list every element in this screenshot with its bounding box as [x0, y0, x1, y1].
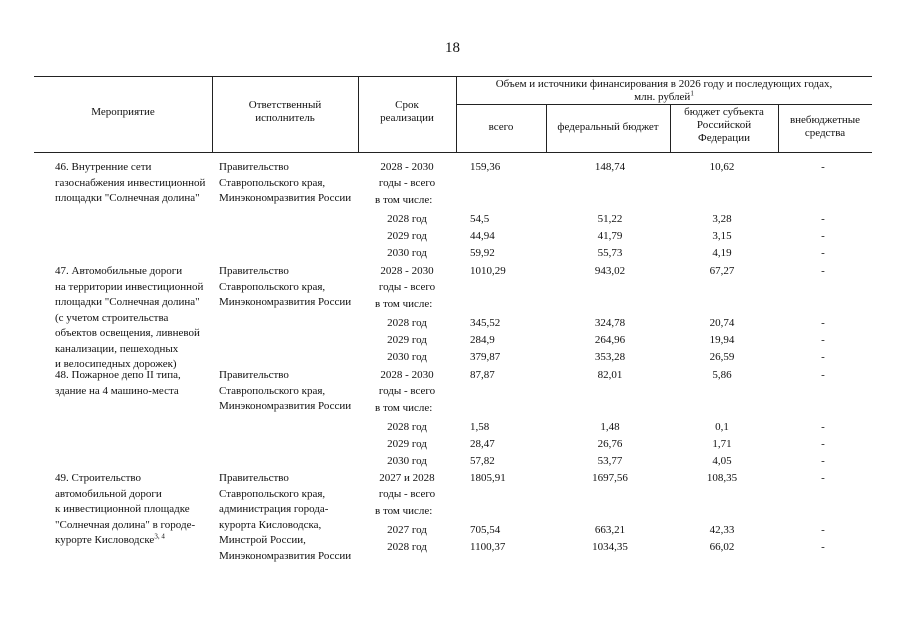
value-total: 59,92 — [470, 246, 495, 259]
responsible-text: администрация города- — [219, 503, 329, 515]
activity-text: (с учетом строительства — [55, 311, 169, 324]
value-total: 1805,91 — [470, 472, 506, 484]
value-total: 345,52 — [470, 316, 501, 329]
value-federal: 663,21 — [594, 523, 626, 536]
value-extrabudget: - — [821, 454, 825, 467]
value-regional: 66,02 — [709, 540, 735, 553]
term-year: 2030 год — [387, 454, 427, 467]
activity-text: 47. Автомобильные дороги — [55, 265, 183, 277]
value-extrabudget: - — [821, 333, 825, 346]
header-extra: внебюджетные средства — [789, 114, 861, 139]
value-regional: 5,86 — [712, 369, 732, 381]
responsible-text: Правительство — [219, 472, 289, 484]
value-federal: 264,96 — [594, 333, 626, 346]
value-total: 1,58 — [470, 420, 490, 433]
header-bottom-rule — [34, 152, 872, 153]
value-federal: 41,79 — [597, 229, 623, 242]
header-federal: федеральный бюджет — [557, 121, 659, 133]
term-year: 2028 год — [387, 420, 427, 433]
value-total: 1100,37 — [470, 540, 506, 553]
activity-text: здание на 4 машино-места — [55, 384, 179, 397]
footnote-ref: 3, 4 — [154, 532, 165, 541]
activity-text: на территории инвестиционной — [55, 280, 204, 293]
value-total: 44,94 — [470, 229, 495, 242]
term-year: 2028 год — [387, 212, 427, 225]
value-regional: 108,35 — [706, 472, 738, 484]
term-total: 2028 - 2030 — [380, 161, 434, 173]
value-extrabudget: - — [821, 265, 825, 277]
term-year: 2030 год — [387, 246, 427, 259]
value-federal: 1,48 — [600, 420, 620, 433]
responsible-text: Минэкономразвития России — [219, 192, 352, 204]
responsible-text: Ставропольского края, — [219, 487, 326, 500]
value-extrabudget: - — [821, 420, 825, 433]
value-federal: 148,74 — [594, 161, 626, 173]
value-regional: 4,05 — [712, 454, 732, 467]
term-year: 2029 год — [387, 333, 427, 346]
header-activity: Мероприятие — [91, 106, 155, 118]
responsible-text: курорта Кисловодска, — [219, 518, 322, 531]
value-federal: 943,02 — [594, 265, 626, 277]
value-regional: 67,27 — [709, 265, 735, 277]
activity-text: курорте Кисловодске$^{3, 4}$ — [55, 532, 165, 546]
value-total: 57,82 — [470, 454, 495, 467]
header-top-rule — [34, 76, 872, 77]
responsible-text: Правительство — [219, 369, 289, 381]
header-regional: бюджет субъекта Российской Федерации — [684, 106, 764, 144]
value-extrabudget: - — [821, 437, 825, 450]
header-responsible: Ответственный исполнитель — [248, 99, 322, 124]
value-federal: 353,28 — [594, 350, 626, 363]
value-extrabudget: - — [821, 229, 825, 242]
value-regional: 20,74 — [709, 316, 735, 329]
header-volume: Объем и источники финансирования в 2026 году и последующих годах, млн. рублей$^1$ — [495, 78, 833, 103]
value-federal: 324,78 — [594, 316, 626, 329]
value-regional: 0,1 — [715, 420, 729, 433]
including-label: в том числе: — [375, 402, 433, 414]
value-total: 1010,29 — [470, 265, 506, 277]
header-term: Срок реализации — [380, 99, 434, 124]
term-total: годы - всего — [378, 176, 436, 189]
header-sub-rule — [456, 104, 872, 105]
value-federal: 55,73 — [597, 246, 623, 259]
value-extrabudget: - — [821, 523, 825, 536]
including-label: в том числе: — [375, 505, 433, 517]
activity-text: площадки "Солнечная долина" — [55, 192, 200, 204]
activity-text: автомобильной дороги — [55, 487, 162, 500]
responsible-text: Минэкономразвития России — [219, 296, 352, 308]
value-regional: 1,71 — [712, 437, 732, 450]
value-regional: 4,19 — [712, 246, 732, 259]
responsible-text: Минстрой России, — [219, 534, 306, 546]
value-total: 159,36 — [470, 161, 501, 173]
value-extrabudget: - — [821, 369, 825, 381]
value-total: 54,5 — [470, 212, 490, 225]
value-extrabudget: - — [821, 212, 825, 225]
responsible-text: Ставропольского края, — [219, 176, 326, 189]
activity-text: канализации, пешеходных — [55, 342, 179, 355]
including-label: в том числе: — [375, 194, 433, 206]
value-total: 284,9 — [470, 333, 495, 346]
value-federal: 53,77 — [597, 454, 623, 467]
term-total: годы - всего — [378, 384, 436, 397]
activity-text: "Солнечная долина" в городе- — [55, 518, 196, 531]
term-total: 2028 - 2030 — [380, 265, 434, 277]
value-federal: 51,22 — [597, 212, 623, 225]
value-regional: 19,94 — [709, 333, 735, 346]
term-year: 2030 год — [387, 350, 427, 363]
responsible-text: Ставропольского края, — [219, 280, 326, 293]
responsible-text: Правительство — [219, 161, 289, 173]
term-total: годы - всего — [378, 487, 436, 500]
term-year: 2029 год — [387, 229, 427, 242]
value-extrabudget: - — [821, 246, 825, 259]
value-federal: 1034,35 — [592, 540, 628, 553]
term-total: 2028 - 2030 — [380, 369, 434, 381]
activity-text: к инвестиционной площадке — [55, 503, 190, 515]
activity-text: объектов освещения, ливневой — [55, 327, 200, 339]
page-number: 18 — [445, 40, 460, 56]
activity-text: газоснабжения инвестиционной — [55, 176, 206, 189]
term-year: 2027 год — [387, 523, 427, 536]
value-regional: 3,28 — [712, 212, 732, 225]
including-label: в том числе: — [375, 298, 433, 310]
activity-text: 46. Внутренние сети — [55, 161, 152, 173]
value-extrabudget: - — [821, 350, 825, 363]
value-regional: 26,59 — [709, 350, 735, 363]
value-total: 28,47 — [470, 437, 495, 450]
value-federal: 82,01 — [597, 369, 623, 381]
activity-text: и велосипедных дорожек) — [55, 358, 177, 370]
value-extrabudget: - — [821, 540, 825, 553]
value-federal: 1697,56 — [592, 472, 628, 484]
value-regional: 3,15 — [712, 229, 732, 242]
value-total: 379,87 — [470, 350, 501, 363]
value-regional: 10,62 — [709, 161, 735, 173]
value-extrabudget: - — [821, 316, 825, 329]
activity-text: 49. Строительство — [55, 472, 142, 484]
term-total: 2027 и 2028 — [379, 472, 435, 484]
activity-text: площадки "Солнечная долина" — [55, 296, 200, 308]
value-total: 705,54 — [470, 523, 501, 536]
term-year: 2028 год — [387, 316, 427, 329]
header-total: всего — [488, 121, 514, 133]
responsible-text: Правительство — [219, 265, 289, 277]
activity-text: 48. Пожарное депо II типа, — [55, 369, 181, 381]
value-regional: 42,33 — [709, 523, 735, 536]
responsible-text: Минэкономразвития России — [219, 549, 352, 562]
value-extrabudget: - — [821, 472, 825, 484]
responsible-text: Ставропольского края, — [219, 384, 326, 397]
term-year: 2028 год — [387, 540, 427, 553]
value-total: 87,87 — [470, 369, 495, 381]
term-year: 2029 год — [387, 437, 427, 450]
value-extrabudget: - — [821, 161, 825, 173]
term-total: годы - всего — [378, 280, 436, 293]
value-federal: 26,76 — [597, 437, 623, 450]
responsible-text: Минэкономразвития России — [219, 400, 352, 412]
